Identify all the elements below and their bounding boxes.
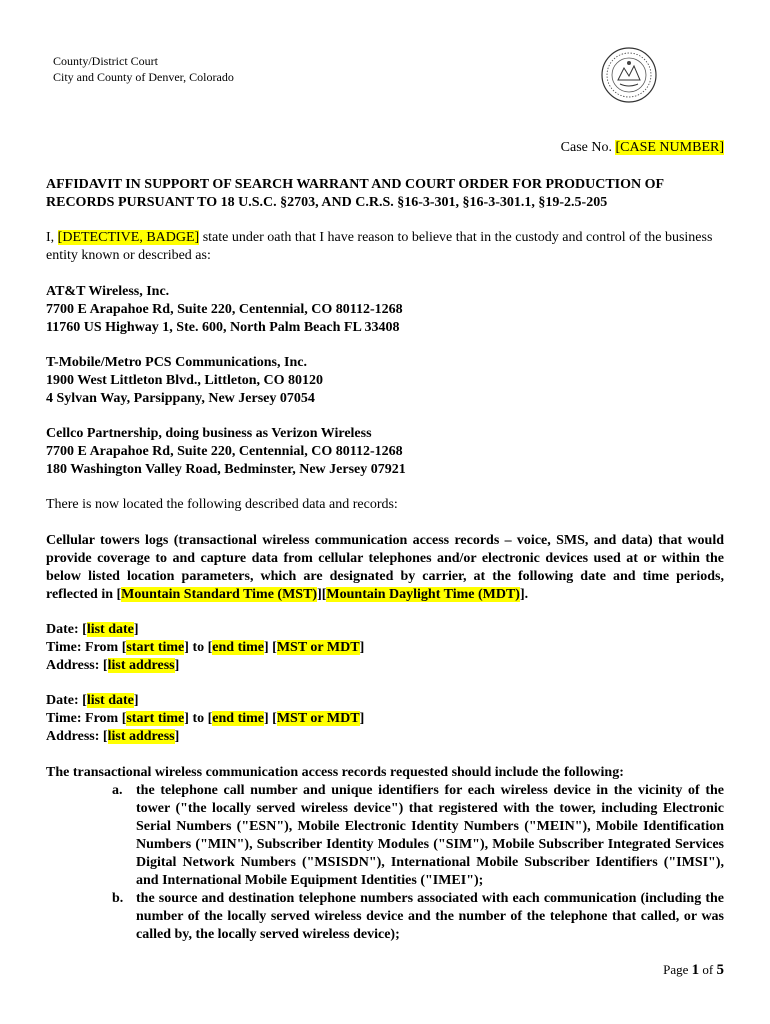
case-number-line: [561, 139, 724, 157]
end-time: end time: [212, 711, 265, 726]
entity-tmobile: [46, 354, 724, 408]
case-number: [CASE NUMBER]: [615, 140, 724, 155]
list-item: [112, 890, 724, 944]
intro-text: state under oath that I have reason to believe that in the custody and control of the business entity known or described as:: [46, 230, 713, 263]
end-time: end time: [212, 640, 265, 655]
start-time: start time: [126, 711, 185, 726]
item-text: the source and destination telephone numbers associated with each communication (including the number of the locally served wireless device and the number of the telephone that called, or was called by, the locally served wireless device);: [136, 891, 724, 942]
court-seal-icon: [600, 46, 658, 104]
item-text: the telephone call number and unique identifiers for each wireless device in the vicinity of the tower ("the locally served wireless device") that registered with the tower, including Electronic Serial Numbers ("ESN"), Mobile Electronic Identity Numbers ("MEIN"), Mobile Identification Numbers ("MIN"), Subscriber Identity Modules ("SIM"), Mobile Subscriber Integrated Services Digital Network Numbers ("MSISDN"), International Mobile Subscriber Identifiers ("IMSI"), and International Mobile Equipment Identities ("IMEI");: [136, 783, 724, 888]
list-item: [112, 782, 724, 890]
time-zone: MST or MDT: [276, 640, 360, 655]
start-time: start time: [126, 640, 185, 655]
time-line: Time: From [start time] to [end time] [MST or MDT]: [46, 711, 365, 726]
item-marker: a.: [112, 783, 123, 798]
towers-text: Cellular towers logs (transactional wireless communication access records – voice, SMS, and data) that would provide coverage to and capture data from cellular telephones and/or electronic devices used at or within the below listed location parameters, which are designated by carrier, at the following date and time periods, reflected in: [46, 533, 724, 602]
requested-list: [112, 782, 724, 944]
case-label: Case No.: [560, 140, 612, 155]
address-line: Address: [list address]: [46, 658, 180, 673]
located-statement: There is now located the following described data and records:: [46, 497, 398, 512]
entity-address: 11760 US Highway 1, Ste. 600, North Palm Beach FL 33408: [46, 320, 400, 335]
entity-address: 7700 E Arapahoe Rd, Suite 220, Centennial, CO 80112-1268: [46, 444, 403, 459]
entity-verizon: [46, 425, 724, 479]
list-date: list date: [86, 622, 134, 637]
court-line-1: County/District Court: [53, 54, 158, 68]
entity-address: 180 Washington Valley Road, Bedminster, New Jersey 07921: [46, 462, 406, 477]
affidavit-title: AFFIDAVIT IN SUPPORT OF SEARCH WARRANT AND COURT ORDER FOR PRODUCTION OF RECORDS PURSUANT TO 18 U.S.C. §2703, AND C.R.S. §16-3-301, §16-3-301.1, §19-2.5-205: [46, 177, 664, 210]
date-line: Date: [list date]: [46, 693, 139, 708]
entity-name: T-Mobile/Metro PCS Communications, Inc.: [46, 355, 307, 370]
schedule-block-2: [46, 692, 724, 746]
mst-option: Mountain Standard Time (MST): [121, 587, 318, 602]
item-marker: b.: [112, 891, 124, 906]
intro-paragraph: [46, 229, 724, 265]
detective-badge: [DETECTIVE, BADGE]: [57, 230, 200, 245]
list-address: list address: [107, 729, 175, 744]
court-header: [53, 53, 234, 85]
date-line: Date: [list date]: [46, 622, 139, 637]
entity-address: 1900 West Littleton Blvd., Littleton, CO 80120: [46, 373, 324, 388]
entity-address: 7700 E Arapahoe Rd, Suite 220, Centennial, CO 80112-1268: [46, 302, 403, 317]
page-total: 5: [716, 962, 724, 978]
entity-address: 4 Sylvan Way, Parsippany, New Jersey 07054: [46, 391, 315, 406]
mdt-option: Mountain Daylight Time (MDT): [326, 587, 520, 602]
list-address: list address: [107, 658, 175, 673]
requested-intro: The transactional wireless communication access records requested should include the following:: [46, 765, 624, 780]
page-number: 1: [691, 962, 700, 978]
time-zone: MST or MDT: [276, 711, 360, 726]
schedule-block-1: [46, 621, 724, 675]
list-date: list date: [86, 693, 134, 708]
intro-prefix: I,: [46, 230, 55, 245]
address-line: Address: [list address]: [46, 729, 180, 744]
page-footer: Page 1 of 5: [663, 962, 724, 978]
entity-name: Cellco Partnership, doing business as Verizon Wireless: [46, 426, 372, 441]
court-line-2: City and County of Denver, Colorado: [53, 70, 234, 84]
entity-att: [46, 283, 724, 337]
entity-name: AT&T Wireless, Inc.: [46, 284, 170, 299]
time-line: Time: From [start time] to [end time] [MST or MDT]: [46, 640, 365, 655]
towers-paragraph: Cellular towers logs (transactional wireless communication access records – voice, SMS, and data) that would provide coverage to and capture data from cellular telephones and/or electronic devices used at or within the below listed location parameters, which are designated by carrier, at the following date and time periods, reflected in [Mountain Standard Time (MST)][Mountain Daylight Time (MDT)].: [46, 533, 724, 602]
